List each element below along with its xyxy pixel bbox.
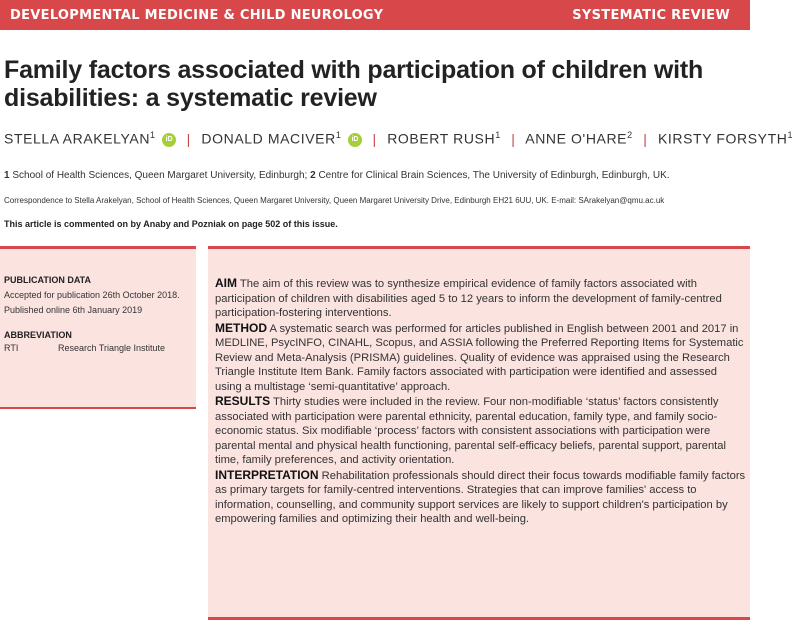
abbreviation-value: Research Triangle Institute (58, 343, 166, 353)
author-affiliation-sup: 1 (150, 130, 156, 140)
author-separator: | (511, 130, 516, 147)
abstract-results (215, 394, 746, 468)
publication-data-box (0, 249, 196, 409)
orcid-icon[interactable]: iD (348, 133, 362, 147)
results-text: Thirty studies were included in the review. Four non-modifiable ‘status’ factors consistently associated with participation were parental ethnicity, parental education, family type, and family socio-economic status. Six modifiable ‘process’ factors with consistent associations with participation were parental mental and physical health functioning, parental self-efficacy beliefs, parental support, parental time, family preferences, and activity orientation. (215, 396, 727, 466)
author-affiliation-sup: 1 (495, 130, 501, 140)
affiliation-text: Centre for Clinical Brain Sciences, The University of Edinburgh, Edinburgh, UK. (318, 170, 670, 181)
orcid-icon[interactable]: iD (162, 133, 176, 147)
abstract-method (215, 321, 746, 395)
author-affiliation-sup: 2 (627, 130, 633, 140)
author-name[interactable]: ROBERT RUSH (387, 130, 496, 147)
affiliation-number: 1 (4, 170, 10, 181)
published-date: Published online 6th January 2019 (4, 305, 143, 315)
author-separator: | (372, 130, 377, 147)
affiliation-text: School of Health Sciences, Queen Margaret University, Edinburgh; (12, 170, 308, 181)
affiliations (4, 170, 744, 181)
publication-data-heading: PUBLICATION DATA (4, 275, 91, 285)
method-label: METHOD (215, 320, 267, 335)
affiliation-number: 2 (310, 170, 316, 181)
author-separator: | (643, 130, 648, 147)
accepted-date: Accepted for publication 26th October 2018. (4, 290, 180, 300)
author-name[interactable]: ANNE O'HARE (525, 130, 628, 147)
author-affiliation-sup: 1 (787, 130, 793, 140)
article-title: Family factors associated with participation of children with disabilities: a systematic review (4, 56, 704, 112)
abstract-aim (215, 276, 746, 321)
abstract-box (208, 249, 750, 617)
author-name[interactable]: STELLA ARAKELYAN (4, 130, 151, 147)
abstract-interpretation (215, 468, 746, 527)
results-label: RESULTS (215, 394, 271, 408)
aim-text: The aim of this review was to synthesize empirical evidence of family factors associated with participation of children with disabilities aged 5 to 12 years to inform the development of family-centred participation-fostering interventions. (215, 278, 722, 319)
author-separator: | (186, 130, 191, 147)
interpretation-label: INTERPRETATION (215, 467, 319, 482)
abbreviation-row (4, 343, 192, 353)
author-name[interactable]: DONALD MACIVER (201, 130, 336, 147)
interpretation-text: Rehabilitation professionals should direct their focus towards modifiable family factors as primary targets for family-centred interventions. Strategies that can improve families' access to information, counselling, and community support services are likely to support children's participation by empowering families and optimizing their health and well-being. (215, 469, 746, 525)
author-name[interactable]: KIRSTY FORSYTH (657, 130, 788, 147)
correspondence-note: Correspondence to Stella Arakelyan, School of Health Sciences, Queen Margaret University, Queen Margaret University Drive, Edinburgh EH21 6UU, UK. E-mail: SArakelyan@qmu.ac.uk (4, 196, 665, 205)
commentary-note: This article is commented on by Anaby and Pozniak on page 502 of this issue. (4, 219, 338, 229)
author-affiliation-sup: 1 (335, 130, 342, 140)
article-type-label: SYSTEMATIC REVIEW (572, 7, 730, 23)
aim-label: AIM (215, 276, 237, 290)
journal-name: DEVELOPMENTAL MEDICINE & CHILD NEUROLOGY (10, 7, 384, 23)
method-text: A systematic search was performed for articles published in English between 2001 and 2017 in MEDLINE, PsycINFO, CINAHL, Scopus, and ASSIA following the Preferred Reporting Items for Systematic Review and Meta-Analysis (PRISMA) guidelines. Quality of evidence was appraised using the Research Triangle Institute Item Bank. Family factors associated with participation were identified and assessed using a multistage ‘semi-quantitative’ approach. (215, 322, 744, 393)
journal-banner (0, 0, 750, 30)
divider (208, 617, 750, 620)
abbreviation-heading: ABBREVIATION (4, 330, 72, 340)
author-list (4, 130, 793, 147)
abbreviation-key: RTI (4, 343, 19, 353)
